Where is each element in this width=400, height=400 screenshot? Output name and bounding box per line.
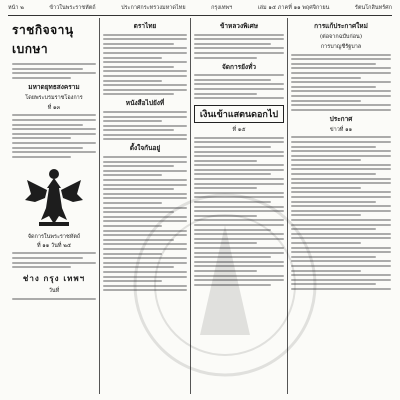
text-line (291, 242, 361, 244)
text-line (103, 161, 187, 163)
text-line (12, 128, 96, 130)
text-line (103, 80, 162, 82)
header-page-number: หน้า ๒ (8, 5, 24, 11)
text-line (194, 183, 284, 185)
text-line (291, 228, 376, 230)
text-line (291, 178, 391, 180)
text-line (194, 261, 284, 263)
text-line (291, 270, 361, 272)
text-line (194, 93, 257, 95)
text-line (291, 155, 391, 157)
section-subhead: การบาญชีรัฐบาล (320, 44, 362, 50)
text-line (291, 58, 391, 60)
text-line (103, 89, 187, 91)
text-line (194, 265, 284, 267)
text-line (194, 242, 257, 244)
text-line (194, 178, 284, 180)
text-line (194, 155, 284, 157)
text-line (291, 109, 391, 111)
text-line (103, 38, 187, 40)
text-line (194, 38, 284, 40)
text-line (291, 95, 391, 97)
text-line (291, 150, 391, 152)
text-line (103, 257, 187, 259)
text-line (194, 151, 284, 153)
text-line (194, 164, 284, 166)
text-line (291, 141, 391, 143)
text-line (291, 67, 391, 69)
section-subhead: โดยพระบรมราชโองการ (25, 94, 83, 101)
text-line (103, 239, 174, 241)
text-line (291, 173, 376, 175)
text-line (103, 116, 187, 118)
text-line (291, 187, 361, 189)
text-line (194, 141, 284, 143)
text-line (103, 156, 187, 158)
text-line (194, 97, 284, 99)
text-line (291, 77, 361, 79)
text-line (12, 63, 96, 65)
text-line (103, 230, 187, 232)
text-line (291, 54, 391, 56)
text-line (12, 124, 83, 126)
section-heading: มหาดยุทธสงคราม (28, 82, 80, 91)
text-line (291, 256, 376, 258)
text-line (103, 202, 162, 204)
text-line (291, 90, 391, 92)
text-line (194, 224, 284, 226)
column-divider (99, 18, 100, 394)
text-line (194, 284, 271, 286)
text-line (12, 133, 96, 135)
text-line (12, 151, 96, 153)
text-line (194, 146, 271, 148)
header-rule (8, 15, 392, 16)
masthead-title: ราชกิจจานุเบกษา (12, 23, 74, 56)
royal-garuda-emblem-icon (21, 164, 87, 230)
text-line (12, 156, 71, 158)
text-line (12, 77, 71, 79)
header-left-text: ข้าวในพระราชหัตถ์ (49, 5, 96, 11)
text-line (291, 164, 391, 166)
text-line (194, 47, 284, 49)
text-line (194, 229, 271, 231)
text-line (194, 275, 284, 277)
text-line (12, 137, 71, 139)
text-line (194, 57, 257, 59)
text-line (194, 52, 284, 54)
text-line (103, 70, 187, 72)
text-line (291, 265, 391, 267)
text-line (291, 205, 391, 207)
text-line (194, 160, 257, 162)
text-line (103, 248, 187, 250)
text-line (12, 142, 96, 144)
text-line (103, 61, 187, 63)
bottom-subhead: วันที่ (48, 288, 60, 295)
section-heading: จัดการยังทั่ว (221, 62, 257, 71)
text-line (12, 298, 96, 300)
text-line (103, 207, 187, 209)
text-line (194, 169, 284, 171)
text-line (103, 165, 174, 167)
text-line (103, 138, 187, 140)
text-line (103, 243, 187, 245)
text-line (291, 81, 391, 83)
column-3 (194, 18, 284, 396)
text-line (103, 179, 187, 181)
text-line (194, 252, 284, 254)
text-line (103, 111, 187, 113)
text-line (103, 174, 162, 176)
text-line (12, 257, 83, 259)
text-line (103, 280, 162, 282)
section-heading: ประกาศ (329, 114, 353, 123)
text-line (194, 79, 271, 81)
text-line (291, 260, 391, 262)
text-line (103, 134, 187, 136)
section-subhead: ข่าวที่ ๑๑ (329, 126, 353, 133)
header-issue: เล่ม ๑๕ ภาคที่ ๑๑ พฤศจิกายน (257, 5, 330, 11)
text-line (103, 266, 174, 268)
text-line (12, 114, 96, 116)
text-line (103, 129, 174, 131)
section-heading: หนังสือไปยังที่ (125, 99, 165, 108)
section-subhead: (ต่อจากฉบับก่อน) (320, 34, 362, 40)
text-line (103, 93, 174, 95)
section-heading: ตั้งใจกันอยู่ (129, 144, 161, 153)
text-line (291, 224, 391, 226)
text-line (291, 100, 361, 102)
text-line (291, 136, 391, 138)
text-line (103, 43, 174, 45)
text-line (291, 214, 361, 216)
text-line (103, 75, 187, 77)
text-line (12, 68, 83, 70)
text-line (103, 271, 187, 273)
text-line (291, 233, 391, 235)
text-line (194, 173, 271, 175)
text-line (103, 184, 187, 186)
text-line (194, 206, 284, 208)
text-line (103, 66, 174, 68)
section-subhead-number: ที่ ๑๓ (47, 104, 61, 111)
text-line (12, 119, 96, 121)
text-line (194, 187, 257, 189)
boxed-headline-subhead: ที่ ๑๕ (232, 127, 246, 134)
text-line (194, 43, 271, 45)
text-line (291, 182, 391, 184)
text-line (291, 274, 391, 276)
column-divider (287, 18, 288, 394)
header-city: กรุงเทพฯ (211, 5, 233, 11)
text-line (291, 63, 376, 65)
text-line (291, 247, 391, 249)
text-line (103, 47, 187, 49)
text-line (12, 72, 96, 74)
text-line (291, 219, 391, 221)
column-1 (12, 18, 96, 396)
text-line (103, 57, 162, 59)
text-line (12, 147, 83, 149)
text-line (12, 266, 71, 268)
text-line (103, 125, 187, 127)
text-line (103, 170, 187, 172)
text-line (291, 146, 376, 148)
text-line (194, 74, 284, 76)
emblem-caption-date: ที่ ๑๑ วันที่ ๒๕ (36, 242, 72, 249)
bottom-heading: ช่าง กรุง เทพฯ (22, 273, 86, 284)
text-line (291, 237, 391, 239)
text-line (291, 168, 391, 170)
text-line (103, 193, 187, 195)
text-line (194, 238, 284, 240)
text-line (291, 196, 391, 198)
text-line (103, 84, 187, 86)
text-line (103, 220, 187, 222)
text-line (291, 159, 361, 161)
text-line (291, 279, 391, 281)
text-line (291, 210, 391, 212)
text-line (103, 120, 162, 122)
text-line (291, 104, 391, 106)
header-era: รัตนโกสินทร์ศก (354, 5, 392, 11)
text-line (291, 201, 376, 203)
text-line (103, 197, 187, 199)
text-line (12, 252, 96, 254)
boxed-headline: เงินเข้าแสตนดอกไป (194, 105, 284, 123)
text-line (194, 256, 271, 258)
text-line (291, 191, 391, 193)
header-center-text: ประกาศกระทรวงมหาดไทย (121, 5, 186, 11)
text-line (194, 201, 271, 203)
text-line (291, 283, 376, 285)
text-line (103, 262, 187, 264)
text-line (194, 88, 284, 90)
text-line (194, 192, 284, 194)
text-line (194, 233, 284, 235)
text-line (103, 211, 174, 213)
text-line (103, 276, 187, 278)
text-line (194, 83, 284, 85)
running-header (8, 4, 392, 14)
text-line (103, 216, 187, 218)
text-line (12, 262, 96, 264)
text-line (194, 219, 284, 221)
text-line (103, 234, 187, 236)
column-divider (190, 18, 191, 394)
text-line (291, 86, 376, 88)
text-line (194, 137, 284, 139)
text-line (103, 285, 187, 287)
text-line (194, 279, 284, 281)
text-line (194, 210, 284, 212)
text-line (194, 196, 284, 198)
text-line (103, 253, 162, 255)
text-line (103, 34, 187, 36)
section-heading: ตราไทย (133, 22, 157, 30)
text-line (103, 188, 174, 190)
text-line (194, 34, 284, 36)
text-line (103, 289, 187, 291)
text-line (291, 72, 391, 74)
text-line (291, 288, 391, 290)
emblem-caption: จัดการในพระราชหัตถ์ (27, 233, 81, 240)
section-heading: ข้าหลวงพิเศษ (219, 22, 259, 30)
text-line (103, 225, 162, 227)
column-2 (103, 18, 187, 396)
text-line (291, 251, 391, 253)
text-line (103, 52, 187, 54)
text-line (194, 215, 257, 217)
section-heading: การแก้ประกาศใหม่ (314, 22, 368, 30)
column-4 (291, 18, 391, 396)
text-line (194, 270, 257, 272)
text-line (194, 247, 284, 249)
